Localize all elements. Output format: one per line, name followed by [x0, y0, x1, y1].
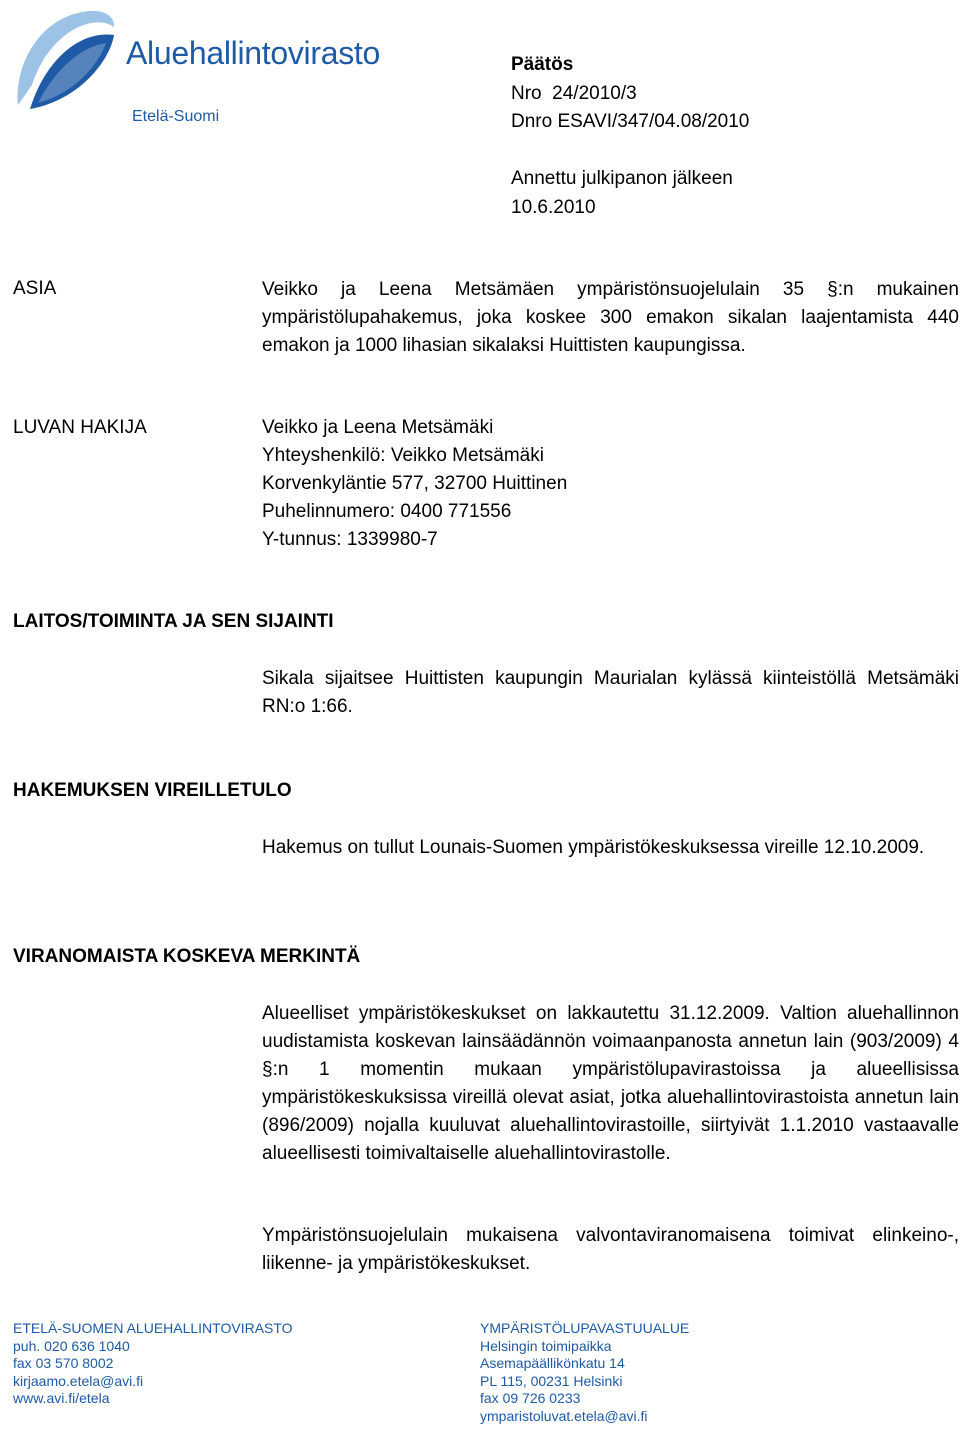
applicant-details: [262, 414, 959, 554]
decision-title: Päätös: [511, 54, 574, 75]
section-text-filing: Hakemus on tullut Lounais-Suomen ympäristökeskuksessa vireille 12.10.2009.: [262, 837, 925, 858]
given-date: 10.6.2010: [511, 196, 596, 218]
footer-po-box: PL 115, 00231 Helsinki: [480, 1372, 623, 1389]
applicant-address: Korvenkyläntie 577, 32700 Huittinen: [262, 473, 568, 494]
decision-info: [511, 51, 749, 222]
authority-note-para-2: Ympäristönsuojelulain mukaisena valvontaviranomaisena toimivat elinkeino-, liikenne- ja ympäristökeskukset.: [262, 1225, 959, 1274]
section-label-filing: HAKEMUKSEN VIREILLETULO: [13, 780, 292, 801]
footer-street: Asemapäällikönkatu 14: [480, 1355, 625, 1371]
footer-website[interactable]: www.avi.fi/etela: [13, 1390, 110, 1406]
agency-logo: [10, 5, 390, 115]
applicant-contact: Yhteyshenkilö: Veikko Metsämäki: [262, 445, 544, 466]
applicant-business-id: Y-tunnus: 1339980-7: [262, 529, 438, 550]
footer-unit-name: YMPÄRISTÖLUPAVASTUUALUE: [480, 1320, 690, 1336]
applicant-phone: Puhelinnumero: 0400 771556: [262, 501, 512, 522]
footer-agency-contacts: [13, 1320, 293, 1408]
section-label-facility: LAITOS/TOIMINTA JA SEN SIJAINTI: [13, 611, 334, 632]
footer-office: Helsingin toimipaikka: [480, 1337, 612, 1354]
footer-unit-fax: fax 09 726 0233: [480, 1390, 581, 1406]
region-label: Etelä-Suomi: [132, 108, 220, 125]
footer-fax: fax 03 570 8002: [13, 1355, 114, 1371]
footer-agency-name: ETELÄ-SUOMEN ALUEHALLINTOVIRASTO: [13, 1320, 293, 1336]
section-label-asia: ASIA: [13, 278, 57, 299]
section-text-facility: Sikala sijaitsee Huittisten kaupungin Maurialan kylässä kiinteistöllä Metsämäki RN:o 1:66.: [262, 668, 959, 717]
decision-number: Nro 24/2010/3: [511, 82, 637, 104]
logo-swoosh-icon: [10, 5, 125, 115]
section-label-authority-note: VIRANOMAISTA KOSKEVA MERKINTÄ: [13, 946, 361, 967]
footer-phone: puh. 020 636 1040: [13, 1337, 130, 1354]
given-after-posting: Annettu julkipanon jälkeen: [511, 168, 733, 189]
authority-note-para-1: Alueelliset ympäristökeskukset on lakkautettu 31.12.2009. Valtion aluehallinnon uudistamista koskevan lainsäädännön voimaanpanosta annetun lain (903/2009) 4 §:n 1 momentin mukaan ympäristölupavirastoissa ja alueellisissa ympäristökeskuksissa vireillä olevat asiat, jotka aluehallintovirastoista annetun lain (896/2009) nojalla kuuluvat aluehallintovirastoille, siirtyivät 1.1.2010 vastaavalle alueellisesti toimivaltaiselle aluehallintovirastolle.: [262, 1003, 959, 1164]
section-text-asia: Veikko ja Leena Metsämäen ympäristönsuojelulain 35 §:n mukainen ympäristölupahakemus, joka koskee 300 emakon sikalan laajentamista 440 emakon ja 1000 lihasian sikalaksi Huittisten kaupungissa.: [262, 279, 959, 356]
footer-email[interactable]: kirjaamo.etela@avi.fi: [13, 1372, 144, 1389]
footer-unit-email[interactable]: ymparistoluvat.etela@avi.fi: [480, 1407, 648, 1424]
decision-dnro: Dnro ESAVI/347/04.08/2010: [511, 111, 750, 132]
footer-unit-contacts: [480, 1320, 689, 1425]
applicant-name: Veikko ja Leena Metsämäki: [262, 417, 494, 438]
agency-name: Aluehallintovirasto: [126, 35, 381, 71]
section-label-applicant: LUVAN HAKIJA: [13, 417, 147, 438]
